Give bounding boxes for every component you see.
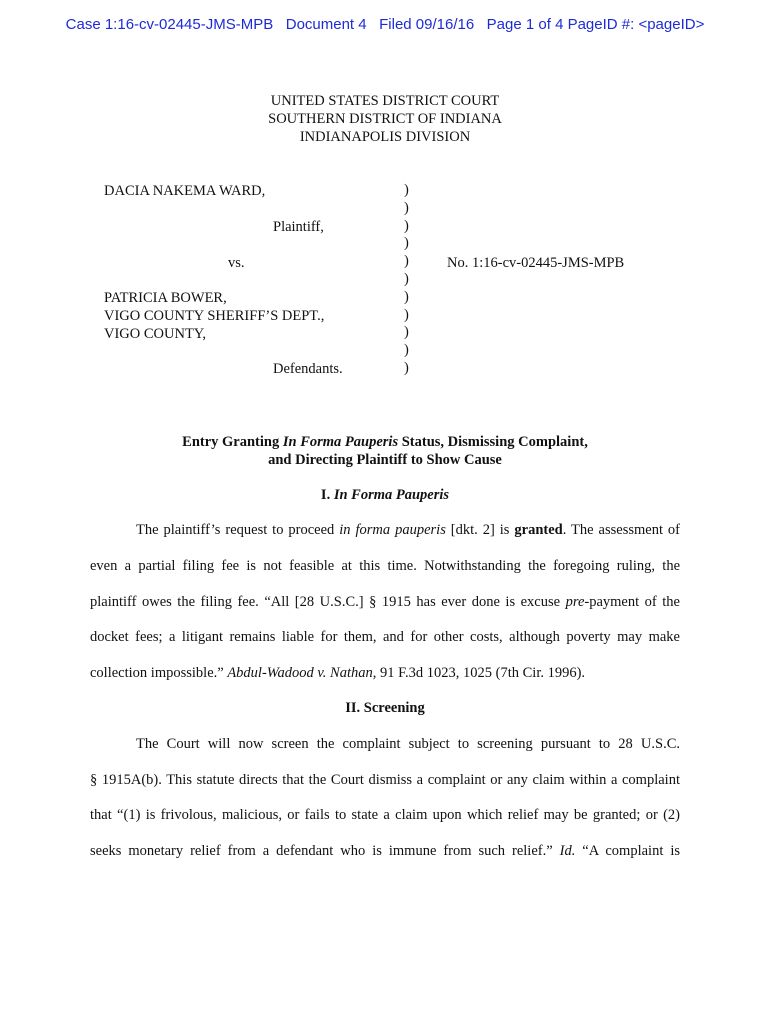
paragraph-line: The plaintiff’s request to proceed in forma pauperis [dkt. 2] is granted. The assessment of [136, 522, 681, 538]
court-district: SOUTHERN DISTRICT OF INDIANA [268, 111, 502, 127]
paragraph-line: even a partial filing fee is not feasible at this time. Notwithstanding the foregoing ruling, the [90, 558, 680, 574]
defendant-name-1: PATRICIA BOWER, [104, 290, 227, 306]
case-number: No. 1:16-cv-02445-JMS-MPB [447, 255, 625, 271]
plaintiff-name: DACIA NAKEMA WARD, [104, 183, 266, 199]
court-name: UNITED STATES DISTRICT COURT [270, 93, 500, 109]
plaintiff-label: Plaintiff, [273, 219, 324, 235]
paragraph-line: seeks monetary relief from a defendant who is immune from such relief.” Id. “A complaint is [90, 843, 680, 859]
entry-title [0, 433, 770, 469]
entry-title-line-2: and Directing Plaintiff to Show Cause [268, 452, 502, 468]
caption-paren: ) [404, 199, 409, 216]
paragraph-line: § 1915A(b). This statute directs that the Court dismiss a complaint or any claim within a complaint [90, 772, 680, 788]
paragraph-line: docket fees; a litigant remains liable for them, and for other costs, although poverty may make [90, 629, 680, 645]
caption-paren: ) [404, 342, 409, 359]
versus: vs. [228, 255, 245, 271]
caption-paren: ) [404, 182, 409, 198]
case-header: Case 1:16-cv-02445-JMS-MPB Document 4 Filed 09/16/16 Page 1 of 4 PageID #: <pageID> [65, 16, 705, 33]
section-heading-ifp: I. In Forma Pauperis [320, 487, 450, 503]
paragraph-line: that “(1) is frivolous, malicious, or fails to state a claim upon which relief may be granted; or (2) [90, 807, 680, 823]
defendant-name-3: VIGO COUNTY, [104, 326, 207, 342]
defendants-label: Defendants. [273, 361, 343, 377]
paragraph-line: plaintiff owes the filing fee. “All [28 U.S.C.] § 1915 has ever done is excuse pre-payment of the [90, 594, 680, 610]
caption-paren: ) [404, 288, 409, 305]
caption-paren: ) [404, 359, 409, 376]
caption-paren: ) [404, 235, 409, 252]
caption-parentheses [404, 182, 409, 378]
entry-title-line-1: Entry Granting In Forma Pauperis Status, Dismissing Complaint, [182, 434, 588, 450]
caption-paren: ) [404, 306, 409, 323]
caption-paren: ) [404, 253, 409, 270]
caption-paren: ) [404, 324, 409, 341]
caption-paren: ) [404, 270, 409, 287]
paragraph-line: The Court will now screen the complaint subject to screening pursuant to 28 U.S.C. [136, 736, 680, 752]
section-heading-screening: II. Screening [345, 700, 425, 716]
paragraph-line: collection impossible.” Abdul-Wadood v. Nathan, 91 F.3d 1023, 1025 (7th Cir. 1996). [90, 665, 586, 681]
court-division: INDIANAPOLIS DIVISION [299, 129, 471, 145]
defendant-name-2: VIGO COUNTY SHERIFF’S DEPT., [104, 308, 325, 324]
court-heading [0, 92, 770, 146]
caption-paren: ) [404, 217, 409, 234]
